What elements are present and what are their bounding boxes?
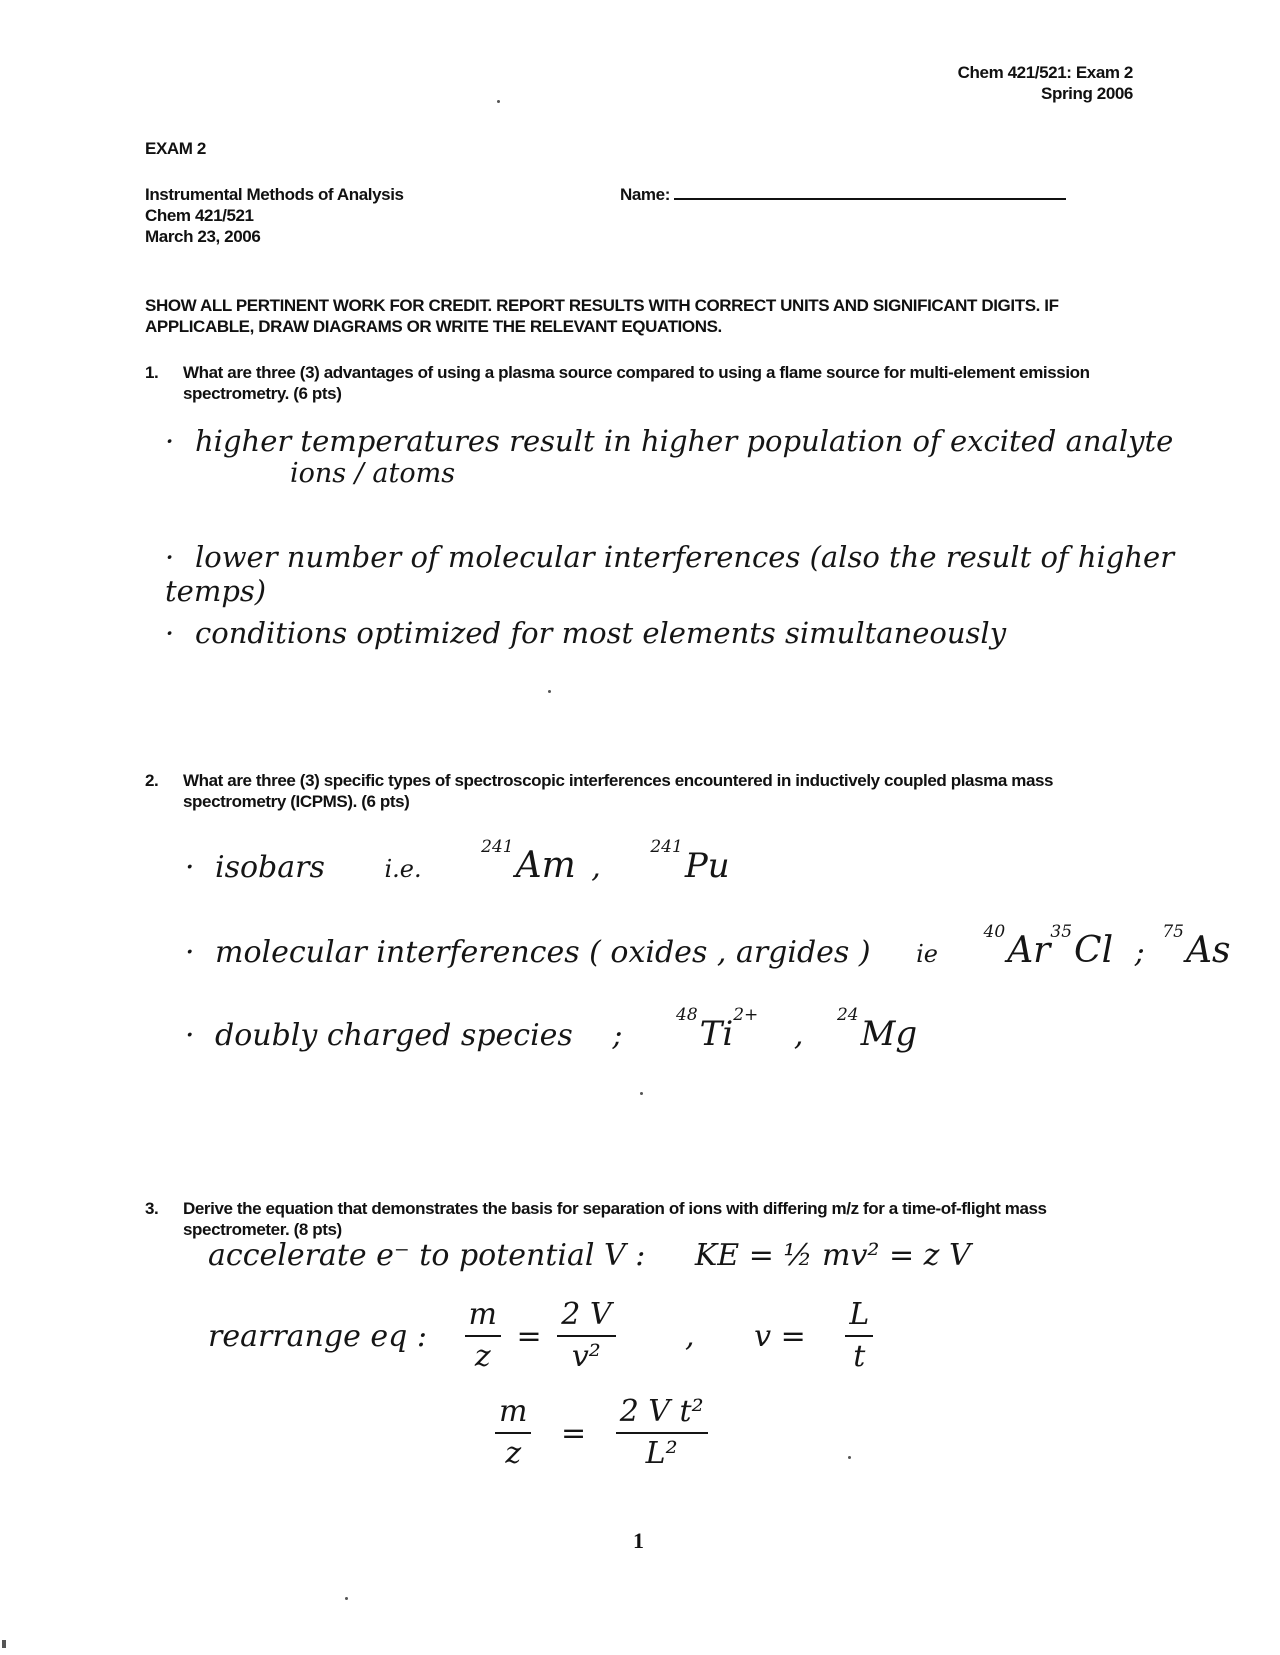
q2-number: 2. (145, 771, 159, 790)
q1-answer-3: · conditions optimized for most elements simultaneously (165, 616, 1007, 650)
name-field[interactable] (620, 184, 1066, 205)
scan-speck (2, 1640, 6, 1648)
q3-number: 3. (145, 1199, 159, 1218)
q2-answer-3: · doubly charged species ; $^{48}Ti^{2+}$ , $^{24}$Mg (185, 1005, 918, 1054)
scan-speck (497, 100, 500, 103)
header-block (780, 62, 1133, 104)
exam-date: March 23, 2006 (145, 227, 261, 246)
course-code: Chem 421/521 (145, 206, 254, 225)
frac-l-over-t: $\frac{L}{t}$ (845, 1295, 873, 1377)
q1-answer-1-cont: ions / atoms (290, 458, 456, 489)
name-blank-line[interactable] (674, 184, 1066, 200)
scan-speck (640, 1092, 643, 1095)
scan-speck (548, 690, 551, 693)
q1-text: What are three (3) advantages of using a plasma source compared to using a flame source for multi-element emission spectrometry. (6 pts) (183, 363, 1090, 403)
q3-text: Derive the equation that demonstrates the basis for separation of ions with differing m/z for a time-of-flight mass spectrometer. (8 pts) (183, 1199, 1047, 1239)
q1-number: 1. (145, 363, 159, 382)
course-name: Instrumental Methods of Analysis (145, 185, 404, 204)
frac-2vt2-over-l2: $\frac{\text{2 V t²}}{\text{L²}}$ (616, 1392, 708, 1474)
q3-line-2: rearrange eq : $\frac{m}{z}$ = $\frac{2 V}{\text{v²}}$ , v = $\frac{L}{t}$ (208, 1295, 1108, 1377)
course-info (145, 184, 404, 247)
frac-m-over-z: $\frac{m}{z}$ (465, 1295, 501, 1377)
scan-speck (848, 1456, 851, 1459)
page-number: 1 (633, 1528, 644, 1553)
frac-2v-over-v2: $\frac{2 V}{\text{v²}}$ (557, 1295, 615, 1377)
frac-m-over-z-final: $\frac{m}{z}$ (495, 1392, 531, 1474)
scan-speck (345, 1597, 348, 1600)
q2-text: What are three (3) specific types of spectroscopic interferences encountered in inductively coupled plasma mass spectrometry (ICPMS). (6 pts) (183, 771, 1054, 811)
q2-answer-1: · isobars i.e. $^{241}$Am , $^{241}$Pu (185, 837, 730, 886)
q3-line-1: accelerate e⁻ to potential V : KE = ½ mv² = z V (208, 1238, 971, 1273)
q1-answer-2: · lower number of molecular interferences (also the result of higher temps) (165, 540, 1175, 608)
instructions: SHOW ALL PERTINENT WORK FOR CREDIT. REPORT RESULTS WITH CORRECT UNITS AND SIGNIFICANT DIGITS. IF APPLICABLE, DRAW DIAGRAMS OR WRITE THE RELEVANT EQUATIONS. (145, 296, 1059, 336)
q2-answer-2: · molecular interferences ( oxides , argides ) ie $^{40}$Ar$^{35}$Cl ; $^{75}$As (185, 922, 1231, 971)
exam-title: EXAM 2 (145, 139, 206, 158)
name-label: Name: (620, 185, 670, 204)
header-term: Spring 2006 (1041, 84, 1133, 103)
header-course-exam: Chem 421/521: Exam 2 (957, 63, 1133, 82)
q1-answer-1: · higher temperatures result in higher population of excited analyte (165, 424, 1174, 458)
q3-line-3: $\frac{m}{z}$ = $\frac{\text{2 V t²}}{\text{L²}}$ (495, 1392, 708, 1474)
